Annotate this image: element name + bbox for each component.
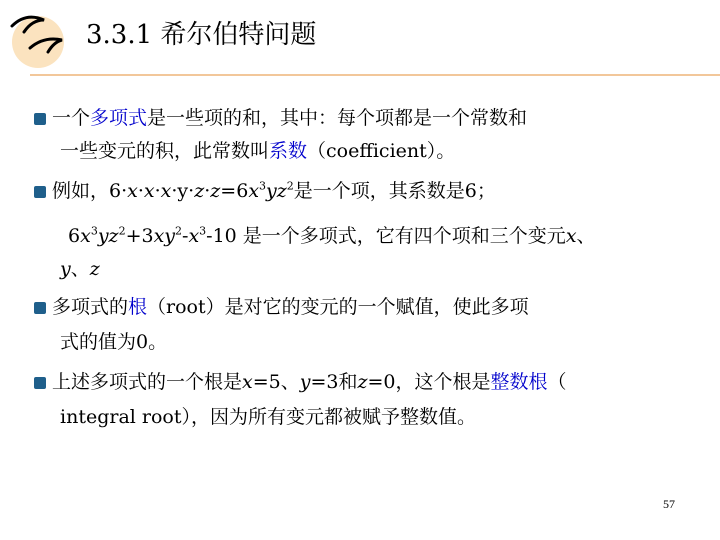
bullet-icon (34, 302, 46, 314)
text: 上述多项式的一个根是 (52, 371, 243, 393)
term-root: 根 (128, 296, 148, 318)
text: 6 (68, 225, 81, 247)
paragraph-5-line-2 (60, 405, 476, 429)
text: - (182, 225, 189, 247)
exponent: 3 (199, 224, 207, 238)
text: =3和 (310, 371, 358, 393)
text: =6 (220, 180, 249, 202)
text: 式的值为0。 (60, 331, 168, 353)
var: x (160, 180, 172, 202)
text: 多项式的 (52, 296, 129, 318)
var: yz (97, 225, 119, 247)
text: 一些变元的积，此常数叫 (60, 140, 270, 162)
text: 是一些项的和，其中：每个项都是一个常数和 (147, 107, 528, 129)
var: x (188, 225, 200, 247)
text: +3 (125, 225, 154, 247)
text: ·y· (171, 180, 195, 202)
var: x (248, 180, 260, 202)
exponent: 2 (286, 179, 294, 193)
term-integral-root: 整数根 (490, 371, 548, 393)
text: · (137, 180, 144, 202)
text: 例如，6· (52, 180, 128, 202)
text: =5、 (252, 371, 300, 393)
term-coefficient: 系数 (269, 140, 308, 162)
text: =0，这个根是 (367, 371, 491, 393)
text: 、 (576, 225, 596, 247)
title-divider (30, 74, 720, 76)
var: xy (153, 225, 176, 247)
var: x (143, 180, 155, 202)
paragraph-4-line-2 (60, 330, 167, 354)
seagull-logo-icon (4, 6, 76, 70)
paragraph-1-line-2 (60, 139, 455, 163)
text: 一个 (52, 107, 91, 129)
var: z (357, 371, 368, 393)
page-number: 57 (663, 497, 675, 511)
paragraph-1-line-1 (34, 106, 527, 130)
exponent: 2 (118, 224, 126, 238)
exponent: 2 (175, 224, 183, 238)
var: x (565, 225, 577, 247)
var: x (127, 180, 138, 202)
var: yz (266, 180, 287, 202)
text: 、 (70, 258, 90, 280)
text: （ (547, 371, 567, 393)
text: -10 是一个多项式，它有四个项和三个变元 (206, 225, 566, 247)
text: · (154, 180, 161, 202)
text: · (204, 180, 211, 202)
var: y (60, 258, 71, 280)
text: （root）是对它的变元的一个赋值，使此多项 (147, 296, 529, 318)
text: （coefficient）。 (307, 140, 456, 162)
paragraph-5-line-1 (34, 370, 567, 394)
var: y (299, 371, 311, 393)
paragraph-3-line-2 (60, 257, 100, 281)
var: z (194, 180, 205, 202)
paragraph-2-line-1 (34, 179, 496, 203)
var: z (210, 180, 221, 202)
bullet-icon (34, 186, 46, 198)
var: x (242, 371, 253, 393)
bullet-icon (34, 377, 46, 389)
bullet-icon (34, 113, 46, 125)
paragraph-4-line-1 (34, 295, 529, 319)
exponent: 3 (259, 179, 267, 193)
exponent: 3 (90, 224, 98, 238)
text: integral root），因为所有变元都被赋予整数值。 (60, 406, 476, 428)
paragraph-3-line-1 (68, 224, 596, 248)
term-polynomial: 多项式 (90, 107, 148, 129)
text: 是一个项，其系数是6； (293, 180, 496, 202)
var: z (89, 258, 100, 280)
var: x (80, 225, 91, 247)
slide-title: 3.3.1 希尔伯特问题 (86, 20, 317, 50)
